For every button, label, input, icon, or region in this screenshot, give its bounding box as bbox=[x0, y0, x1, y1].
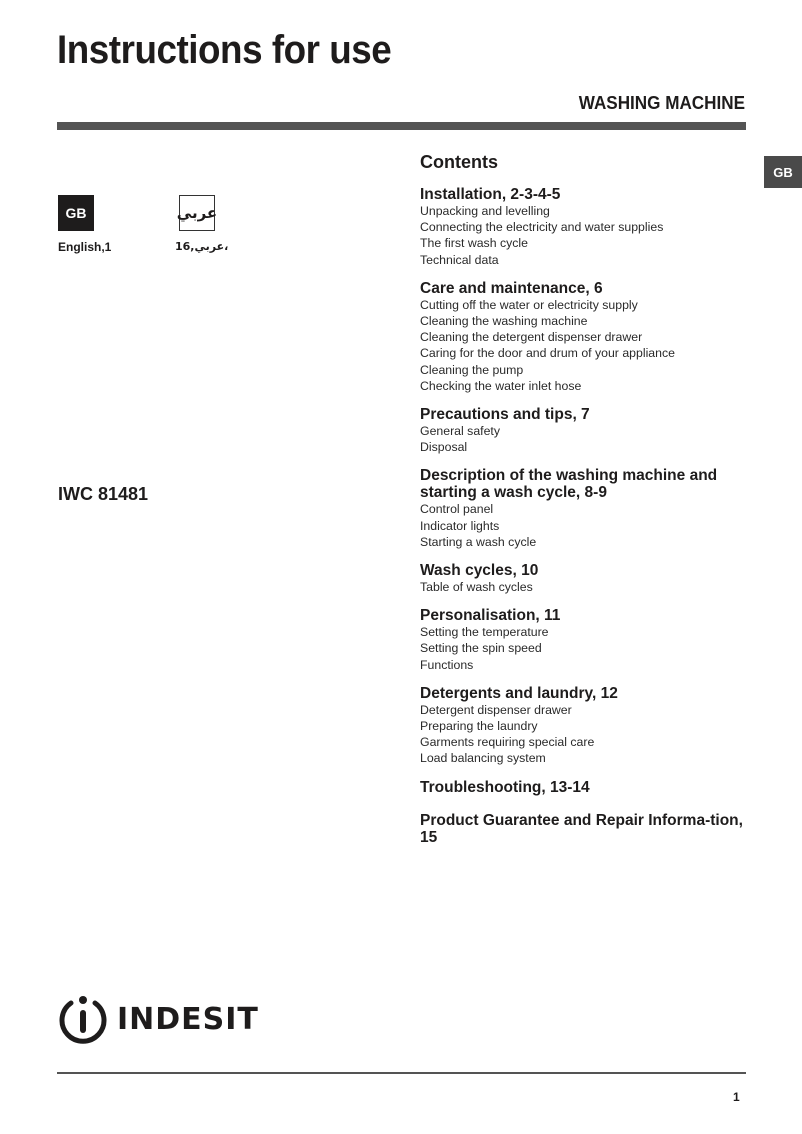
toc-section-detergents bbox=[420, 685, 760, 767]
toc-item[interactable]: Preparing the laundry bbox=[420, 719, 538, 734]
language-label-arabic[interactable]: 16,عربي، bbox=[175, 240, 229, 253]
toc-section-title[interactable]: Personalisation, 11 bbox=[420, 607, 561, 625]
toc-item[interactable]: General safety bbox=[420, 424, 500, 439]
toc-section-title[interactable]: Precautions and tips, 7 bbox=[420, 406, 590, 424]
toc-section-title[interactable]: Troubleshooting, 13-14 bbox=[420, 778, 590, 796]
table-of-contents bbox=[420, 151, 760, 858]
toc-section-personalisation bbox=[420, 607, 760, 673]
toc-item[interactable]: Cutting off the water or electricity supply bbox=[420, 297, 638, 312]
language-side-tab: GB bbox=[764, 156, 802, 188]
toc-item[interactable]: Starting a wash cycle bbox=[420, 534, 537, 549]
footer-divider bbox=[57, 1072, 746, 1074]
toc-section-title[interactable]: Product Guarantee and Repair Informa-tion, 15 bbox=[420, 811, 743, 846]
toc-item[interactable]: The first wash cycle bbox=[420, 236, 528, 251]
toc-item[interactable]: Cleaning the pump bbox=[420, 362, 524, 377]
toc-item[interactable]: Caring for the door and drum of your appliance bbox=[420, 346, 675, 361]
toc-section-description bbox=[420, 467, 760, 550]
toc-item[interactable]: Indicator lights bbox=[420, 518, 500, 533]
toc-section-title[interactable]: Detergents and laundry, 12 bbox=[420, 684, 618, 702]
toc-item[interactable]: Checking the water inlet hose bbox=[420, 378, 582, 393]
toc-item[interactable]: Garments requiring special care bbox=[420, 735, 595, 750]
model-number: IWC 81481 bbox=[58, 484, 149, 504]
toc-item[interactable]: Unpacking and levelling bbox=[420, 204, 550, 218]
toc-section-guarantee bbox=[420, 812, 760, 846]
toc-section-title[interactable]: Care and maintenance, 6 bbox=[420, 279, 603, 297]
brand-name: INDESIT bbox=[117, 1001, 259, 1037]
toc-section-title[interactable]: Description of the washing machine and starting a wash cycle, 8-9 bbox=[420, 467, 718, 502]
page-title: Instructions for use bbox=[57, 28, 392, 72]
toc-item[interactable]: Cleaning the washing machine bbox=[420, 314, 588, 329]
toc-item[interactable]: Load balancing system bbox=[420, 751, 546, 766]
toc-item[interactable]: Functions bbox=[420, 657, 474, 672]
toc-section-title[interactable]: Wash cycles, 10 bbox=[420, 562, 539, 580]
toc-item[interactable]: Table of wash cycles bbox=[420, 580, 533, 595]
language-badge-gb[interactable]: GB bbox=[58, 195, 94, 231]
toc-item[interactable]: Cleaning the detergent dispenser drawer bbox=[420, 330, 643, 345]
product-type: WASHING MACHINE bbox=[578, 93, 745, 113]
toc-section-installation bbox=[420, 186, 760, 268]
header-divider bbox=[57, 122, 746, 130]
toc-section-title[interactable]: Installation, 2-3-4-5 bbox=[420, 186, 561, 203]
contents-heading: Contents bbox=[420, 152, 498, 172]
toc-section-care bbox=[420, 280, 760, 394]
toc-section-wash-cycles bbox=[420, 562, 760, 595]
toc-item[interactable]: Control panel bbox=[420, 502, 494, 517]
toc-item[interactable]: Technical data bbox=[420, 252, 499, 267]
toc-item[interactable]: Detergent dispenser drawer bbox=[420, 702, 572, 717]
language-label-english[interactable]: English,1 bbox=[58, 240, 112, 254]
toc-item[interactable]: Disposal bbox=[420, 440, 468, 455]
indesit-logo-icon bbox=[57, 993, 109, 1045]
toc-item[interactable]: Setting the spin speed bbox=[420, 641, 542, 656]
toc-section-precautions bbox=[420, 406, 760, 455]
toc-item[interactable]: Setting the temperature bbox=[420, 625, 549, 640]
page-number: 1 bbox=[733, 1090, 740, 1104]
language-badge-arabic[interactable]: عربي bbox=[179, 195, 215, 231]
toc-section-troubleshooting bbox=[420, 779, 760, 796]
brand-logo bbox=[57, 993, 259, 1045]
toc-item[interactable]: Connecting the electricity and water supplies bbox=[420, 220, 664, 235]
